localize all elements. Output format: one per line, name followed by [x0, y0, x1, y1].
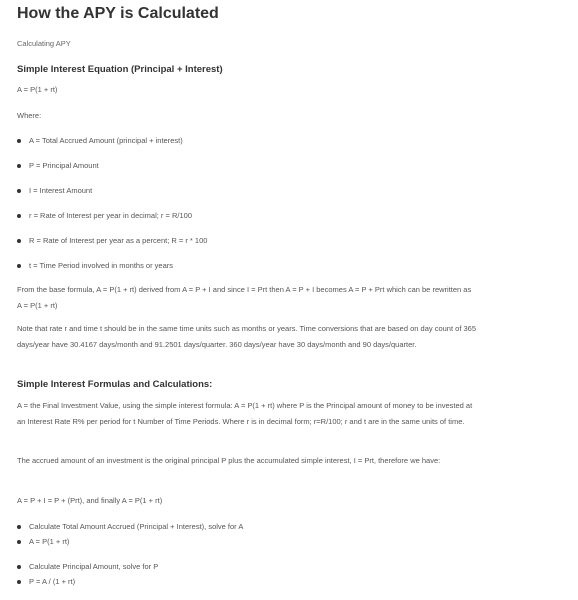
- bullet-icon: [17, 565, 21, 569]
- bullet-icon: [17, 525, 21, 529]
- list-item: t = Time Period involved in months or years: [17, 261, 173, 270]
- bullet-icon: [17, 580, 21, 584]
- where-label: Where:: [17, 111, 42, 120]
- list-item: Calculate Principal Amount, solve for P: [17, 562, 158, 571]
- bullet-icon: [17, 264, 21, 268]
- section-heading-simple-interest-formulas: Simple Interest Formulas and Calculations:: [17, 379, 213, 390]
- derivation: A = P + I = P + (Prt), and finally A = P(1 + rt): [17, 496, 163, 505]
- list-item: P = Principal Amount: [17, 161, 99, 170]
- list-item: A = Total Accrued Amount (principal + interest): [17, 136, 183, 145]
- page-subtitle: Calculating APY: [17, 39, 71, 48]
- list-item: A = P(1 + rt): [17, 537, 69, 546]
- list-item: R = Rate of Interest per year as a percent; R = r * 100: [17, 236, 207, 245]
- bullet-icon: [17, 214, 21, 218]
- bullet-icon: [17, 239, 21, 243]
- paragraph: Note that rate r and time t should be in the same time units such as months or years. Time conversions that are based on day count of 365 days/year have 30.4167 days/month and 91.2501 days/quarter. 360 days/year have 30 days/month and 90 days/quarter.: [17, 324, 476, 349]
- paragraph: A = the Final Investment Value, using the simple interest formula: A = P(1 + rt) where P is the Principal amount of money to be invested at an Interest Rate R% per period for t Number of Time Periods. Where r is in decimal form; r=R/100; r and t are in the same units of time.: [17, 401, 473, 426]
- list-item: Calculate Total Amount Accrued (Principal + Interest), solve for A: [17, 522, 243, 531]
- list-item: I = Interest Amount: [17, 186, 92, 195]
- list-item: r = Rate of Interest per year in decimal; r = R/100: [17, 211, 192, 220]
- list-item: P = A / (1 + rt): [17, 577, 75, 586]
- bullet-icon: [17, 540, 21, 544]
- page-title: How the APY is Calculated: [17, 5, 219, 22]
- section-heading-simple-interest-equation: Simple Interest Equation (Principal + Interest): [17, 64, 223, 75]
- paragraph: The accrued amount of an investment is the original principal P plus the accumulated simple interest, I = Prt, therefore we have:: [17, 456, 441, 465]
- bullet-icon: [17, 189, 21, 193]
- equation: A = P(1 + rt): [17, 85, 58, 94]
- paragraph: From the base formula, A = P(1 + rt) derived from A = P + I and since I = Prt then A = P + I becomes A = P + Prt which can be rewritten as A = P(1 + rt): [17, 285, 472, 310]
- bullet-icon: [17, 139, 21, 143]
- bullet-icon: [17, 164, 21, 168]
